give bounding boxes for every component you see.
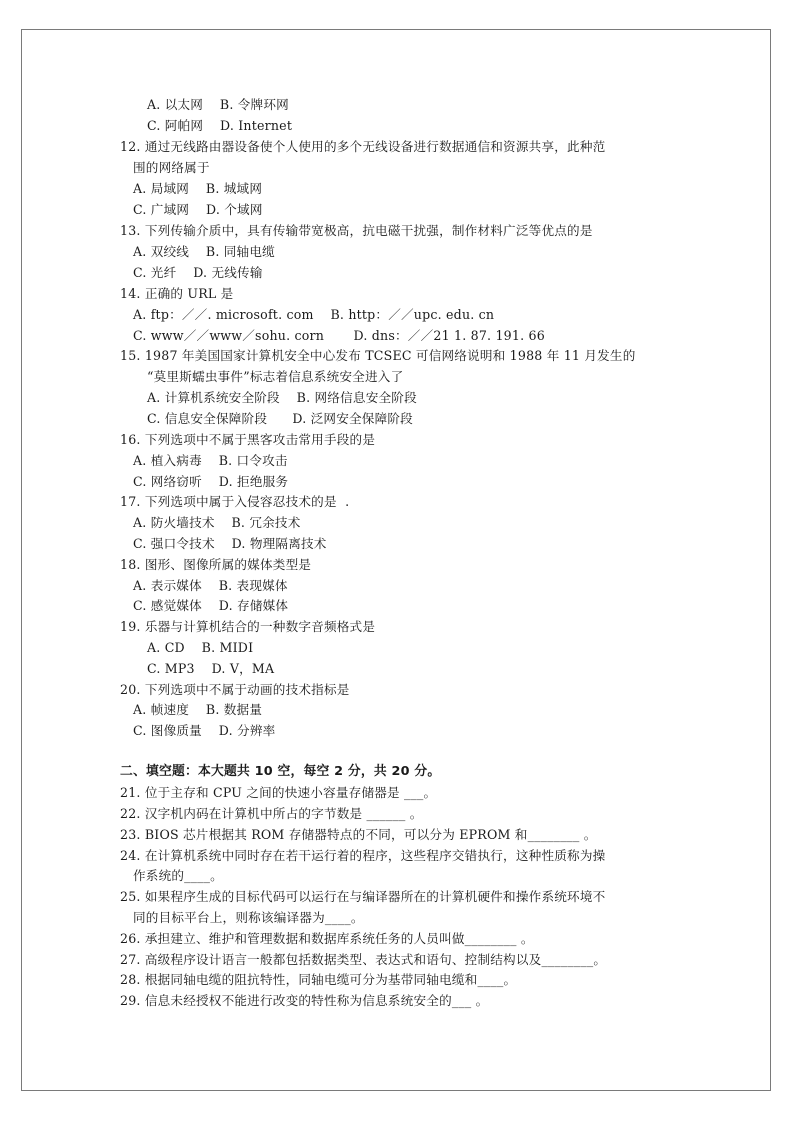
q19-options-ab: A. CD B. MIDI xyxy=(147,640,254,655)
q12-stem-cont: 围的网络属于 xyxy=(133,160,210,175)
q19-options-cd: C. MP3 D. V，MA xyxy=(147,661,275,676)
q20-options-cd: C. 图像质量 D. 分辨率 xyxy=(133,723,276,738)
q16-options-cd: C. 网络窃听 D. 拒绝服务 xyxy=(133,474,289,489)
q28: 28. 根据同轴电缆的阻抗特性，同轴电缆可分为基带同轴电缆和____。 xyxy=(120,972,517,987)
q18-options-cd: C. 感觉媒体 D. 存储媒体 xyxy=(133,598,289,613)
q24: 24. 在计算机系统中同时存在若干运行着的程序，这些程序交错执行，这种性质称为操 xyxy=(120,848,606,863)
q25: 25. 如果程序生成的目标代码可以运行在与编译器所在的计算机硬件和操作系统环境不 xyxy=(120,889,606,904)
q21: 21. 位于主存和 CPU 之间的快速小容量存储器是 ___。 xyxy=(120,785,437,800)
section-heading: 二、填空题：本大题共 10 空，每空 2 分，共 20 分。 xyxy=(120,764,441,779)
q12-options-cd: C. 广域网 D. 个域网 xyxy=(133,202,263,217)
q17-options-cd: C. 强口令技术 D. 物理隔离技术 xyxy=(133,536,327,551)
q17-options-ab: A. 防火墙技术 B. 冗余技术 xyxy=(133,515,301,530)
q15-stem-cont: “莫里斯蠕虫事件”标志着信息系统安全进入了 xyxy=(147,369,404,384)
q20-options-ab: A. 帧速度 B. 数据量 xyxy=(133,702,263,717)
q12-options-ab: A. 局域网 B. 城域网 xyxy=(133,181,263,196)
q27: 27. 高级程序设计语言一般都包括数据类型、表达式和语句、控制结构以及________。 xyxy=(120,952,607,967)
q11-options-ab: A. 以太网 B. 令牌环网 xyxy=(147,97,289,112)
q20-stem: 20. 下列选项中不属于动画的技术指标是 xyxy=(120,682,350,697)
q12-stem: 12. 通过无线路由器设备使个人使用的多个无线设备进行数据通信和资源共享，此种范 xyxy=(120,139,606,154)
q13-stem: 13. 下列传输介质中，具有传输带宽极高，抗电磁干扰强，制作材料广泛等优点的是 xyxy=(120,223,593,238)
q15-stem: 15. 1987 年美国国家计算机安全中心发布 TCSEC 可信网络说明和 1988 年 11 月发生的 xyxy=(120,348,636,363)
q17-stem: 17. 下列选项中属于入侵容忍技术的是 . xyxy=(120,494,350,509)
q14-options-ab: A. ftp：／／. microsoft. com B. http：／／upc. edu. cn xyxy=(133,307,495,322)
q24-cont: 作系统的____。 xyxy=(133,868,223,883)
q18-options-ab: A. 表示媒体 B. 表现媒体 xyxy=(133,578,288,593)
q22: 22. 汉字机内码在计算机中所占的字节数是 ______ 。 xyxy=(120,806,423,821)
q26: 26. 承担建立、维护和管理数据和数据库系统任务的人员叫做________ 。 xyxy=(120,931,534,946)
q16-options-ab: A. 植入病毒 B. 口令攻击 xyxy=(133,453,288,468)
q19-stem: 19. 乐器与计算机结合的一种数字音频格式是 xyxy=(120,619,376,634)
q15-options-ab: A. 计算机系统安全阶段 B. 网络信息安全阶段 xyxy=(147,390,417,405)
q11-options-cd: C. 阿帕网 D. Internet xyxy=(147,118,293,133)
q15-options-cd: C. 信息安全保障阶段 D. 泛网安全保障阶段 xyxy=(147,411,413,426)
q25-cont: 同的目标平台上，则称该编译器为____。 xyxy=(133,910,364,925)
q16-stem: 16. 下列选项中不属于黑客攻击常用手段的是 xyxy=(120,432,376,447)
q23: 23. BIOS 芯片根据其 ROM 存储器特点的不同，可以分为 EPROM 和________ 。 xyxy=(120,827,597,842)
q29: 29. 信息未经授权不能进行改变的特性称为信息系统安全的___ 。 xyxy=(120,993,489,1008)
q13-options-cd: C. 光纤 D. 无线传输 xyxy=(133,265,263,280)
q13-options-ab: A. 双绞线 B. 同轴电缆 xyxy=(133,244,275,259)
q14-options-cd: C. www／／www／sohu. corn D. dns：／／21 1. 87. 191. 66 xyxy=(133,328,545,343)
q14-stem: 14. 正确的 URL 是 xyxy=(120,286,234,301)
q18-stem: 18. 图形、图像所属的媒体类型是 xyxy=(120,557,312,572)
